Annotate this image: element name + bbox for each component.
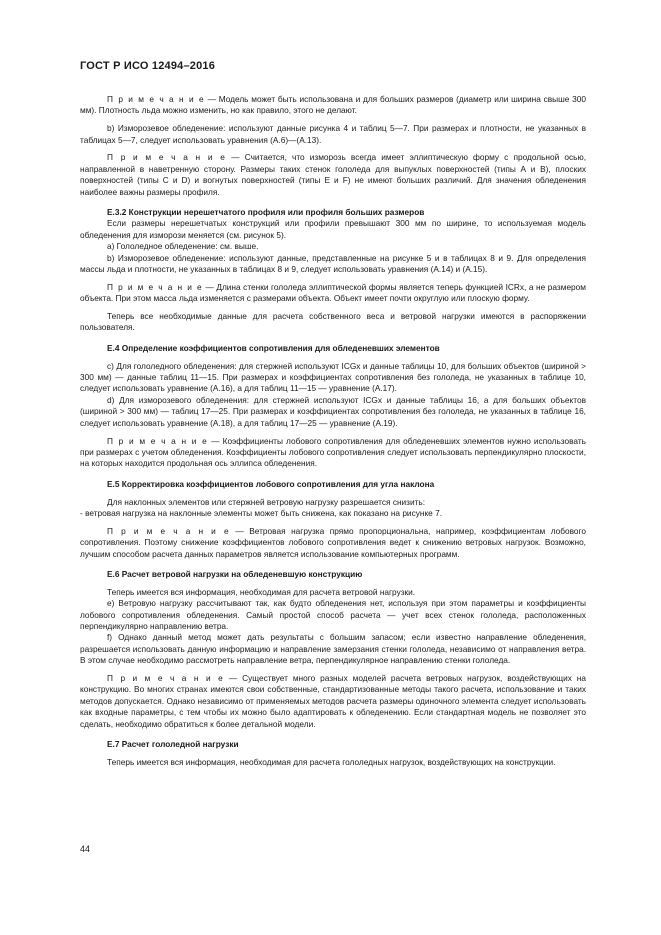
note-text: — Считается, что изморозь всегда имеет эллиптическую форму с продольной осью, направленной в наветренную сторону. Размеры таких стенок гололеда для выпуклых поверхностей (типы А и В), плоских поверхностей (типы С и D) и вогнутых поверхностей (типы Е и F) не имеют больших различий. Для значения обледенения наиболее важны размеры профиля. bbox=[80, 152, 587, 197]
note-paragraph bbox=[80, 436, 586, 470]
paragraph: Теперь имеется вся информация, необходимая для расчета гололедных нагрузок, воздействующих на конструкции. bbox=[107, 756, 556, 767]
note-paragraph bbox=[80, 282, 586, 305]
list-item: - ветровая нагрузка на наклонные элементы может быть снижена, как показано на рисунке 7. bbox=[80, 507, 443, 518]
section-heading-e7: Е.7 Расчет гололедной нагрузки bbox=[107, 739, 239, 749]
section-heading-e5: Е.5 Корректировка коэффициентов лобового сопротивления для угла наклона bbox=[107, 478, 435, 489]
note-paragraph bbox=[80, 673, 586, 730]
document-body bbox=[80, 94, 586, 768]
note-text: — Длина стенки гололеда эллиптической формы является теперь функцией ICRх, а не размером объекта. При этом масса льда изменяется с размерами объекта. Объект имеет почти округлую или плоскую форму. bbox=[80, 281, 586, 304]
note-text: — Коэффициенты лобового сопротивления для обледеневших элементов нужно использовать при размерах с учетом обледенения. Коэффициенты лобового сопротивления следует использовать перпендикулярно плоскости, на которых находится продольная ось эллипса обледенения. bbox=[80, 435, 586, 469]
page-number: 44 bbox=[80, 844, 91, 854]
note-paragraph bbox=[80, 152, 586, 198]
paragraph: b) Изморозевое обледенение: используют данные, представленные на рисунке 5 и в таблицах 8 и 9. Для определения массы льда и плотности, не указанных в таблицах 8 и 9, следует использовать уравнения (А.14) и (А.15). bbox=[80, 252, 586, 275]
paragraph: c) Для гололедного обледенения: для стержней используют ICGх и данные таблицы 10, для больших объектов (шириной > 300 мм) — данные таблиц 11—15. При размерах и коэффициентах сопротивления без гололеда, не указанных в таблице 10, следует использовать уравнение (А.16), а для таблиц 11—15 — уравнение (А.17). bbox=[80, 360, 586, 394]
note-paragraph bbox=[80, 526, 586, 560]
note-paragraph bbox=[80, 94, 586, 117]
document-header: ГОСТ Р ИСО 12494–2016 bbox=[80, 60, 216, 72]
section-heading-e32: Е.3.2 Конструкции нерешетчатого профиля или профиля больших размеров bbox=[107, 207, 425, 218]
note-label: П р и м е ч а н и е bbox=[107, 281, 203, 292]
paragraph: e) Ветровую нагрузку рассчитывают так, как будто обледенения нет, используя при этом параметры и коэффициенты лобового сопротивления обледенения. Самый простой способ расчета — учет всех стенок гололеда, расположенных перпендикулярно направлению ветра. bbox=[80, 598, 586, 631]
note-text: — Ветровая нагрузка прямо пропорциональна, например, коэффициентам лобового сопротивления. Поэтому снижение коэффициентов лобового сопротивления ведет к снижению ветровых нагрузок. Возможно, лучшим способом расчета данных параметров является использование компьютерных программ. bbox=[80, 525, 586, 559]
paragraph: Теперь имеется вся информация, необходимая для расчета ветровой нагрузки. bbox=[107, 586, 416, 597]
note-text: — Существует много разных моделей расчета ветровых нагрузок, воздействующих на конструкцию. Во многих странах имеются свои собственные, стандартизованные методы такого расчета, использование и таких методов допускается. Однако независимо от применяемых методов расчета размеры одиночного элемента следует использовать как входные параметры, с тем чтобы их можно было адаптировать к обледенению. Если стандартная модель не позволяет это сделать, необходимо обратиться к более детальной модели. bbox=[80, 672, 586, 729]
note-label: П р и м е ч а н и е bbox=[107, 94, 205, 104]
paragraph: d) Для изморозевого обледенения: для стержней используют ICGх и данные таблицы 16, а для больших объектов (шириной > 300 мм) — таблиц 17—25. При размерах и коэффициентах сопротивления без гололеда, не указанных в таблице 16, следует использовать уравнение (А.18), а для таблиц 17—25 — уравнение (А.19). bbox=[80, 394, 586, 428]
note-label: П р и м е ч а н и е bbox=[107, 525, 230, 536]
section-heading-e4: Е.4 Определение коэффициентов сопротивления для обледеневших элементов bbox=[107, 342, 440, 353]
paragraph: f) Однако данный метод может дать результаты с большим запасом; если известно направление обледенения, разрешается использовать данную информацию и направление замерзания стенки гололеда, независимо от направления ветра. В этом случае необходимо рассмотреть направление ветра, перпендикулярное направлению стенки гололеда. bbox=[80, 632, 586, 666]
paragraph: a) Гололедное обледенение: см. выше. bbox=[107, 241, 259, 252]
paragraph: Если размеры нерешетчатых конструкций или профили превышают 300 мм по ширине, то используемая модель обледенения для изморози меняется (см. рисунок 5). bbox=[80, 218, 586, 240]
note-text: — Модель может быть использована и для больших размеров (диаметр или ширина свыше 300 мм). Плотность льда можно изменить, но как правило, этого не делают. bbox=[80, 94, 586, 116]
paragraph: Теперь все необходимые данные для расчета собственного веса и ветровой нагрузки имеются в распоряжении пользователя. bbox=[80, 311, 586, 333]
note-label: П р и м е ч а н и е bbox=[107, 672, 225, 683]
note-label: П р и м е ч а н и е bbox=[107, 152, 227, 163]
section-heading-e6: Е.6 Расчет ветровой нагрузки на обледеневшую конструкцию bbox=[107, 568, 363, 579]
paragraph: b) Изморозевое обледенение: используют данные рисунка 4 и таблиц 5—7. При размерах и плотности, не указанных в таблицах 5—7, следует использовать уравнения (А.6)—(А.13). bbox=[80, 123, 586, 145]
note-label: П р и м е ч а н и е bbox=[107, 435, 209, 446]
paragraph: Для наклонных элементов или стержней ветровую нагрузку разрешается снизить: bbox=[107, 496, 426, 507]
